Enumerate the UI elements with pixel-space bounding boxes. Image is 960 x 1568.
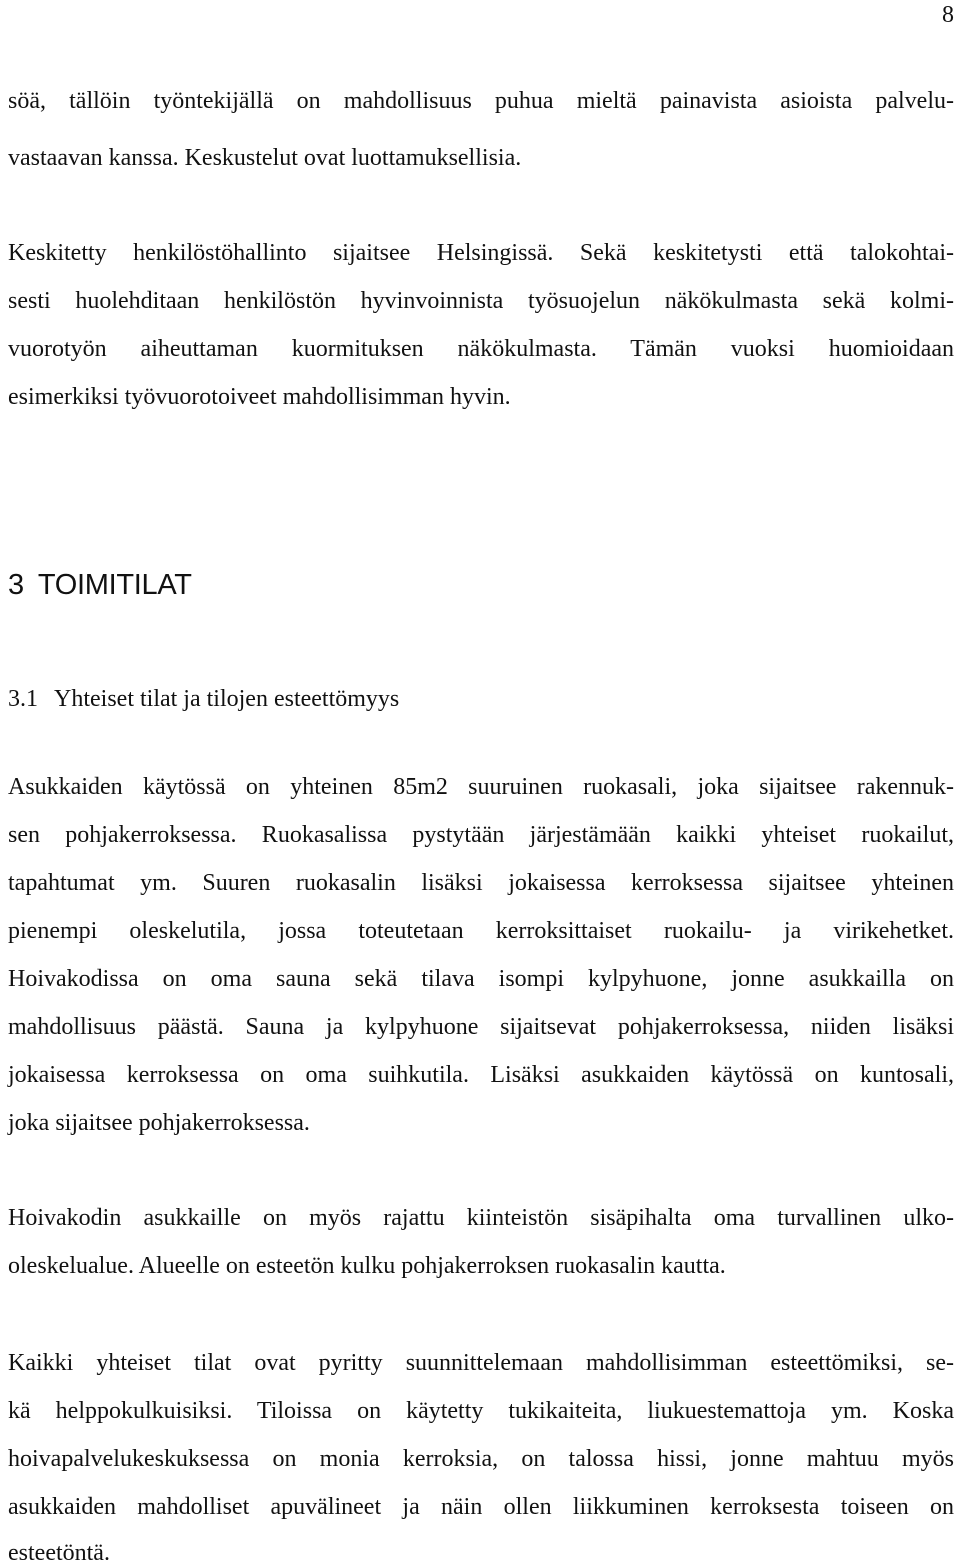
page-number: 8 <box>942 2 954 28</box>
text-line: söä, tällöin työntekijällä on mahdollisuus puhua mieltä painavista asioista palvelu- <box>8 88 954 114</box>
section-number: 3.1 <box>8 686 38 712</box>
text-line: mahdollisuus päästä. Sauna ja kylpyhuone sijaitsevat pohjakerroksessa, niiden lisäksi <box>8 1014 954 1040</box>
text-line: Hoivakodissa on oma sauna sekä tilava isompi kylpyhuone, jonne asukkailla on <box>8 966 954 992</box>
text-line: vastaavan kanssa. Keskustelut ovat luottamuksellisia. <box>8 145 522 171</box>
text-line: asukkaiden mahdolliset apuvälineet ja näin ollen liikkuminen kerroksesta toiseen on <box>8 1494 954 1520</box>
section-heading <box>8 684 399 714</box>
text-line: hoivapalvelukeskuksessa on monia kerroksia, on talossa hissi, jonne mahtuu myös <box>8 1446 954 1472</box>
text-line: Hoivakodin asukkaille on myös rajattu kiinteistön sisäpihalta oma turvallinen ulko- <box>8 1205 954 1231</box>
text-line: sesti huolehditaan henkilöstön hyvinvoinnista työsuojelun näkökulmasta sekä kolmi- <box>8 288 954 314</box>
text-line: Keskitetty henkilöstöhallinto sijaitsee Helsingissä. Sekä keskitetysti että talokohtai- <box>8 240 954 266</box>
text-line: tapahtumat ym. Suuren ruokasalin lisäksi jokaisessa kerroksessa sijaitsee yhteinen <box>8 870 954 896</box>
text-line: kä helppokulkuisiksi. Tiloissa on käytetty tukikaiteita, liukuestemattoja ym. Koska <box>8 1398 954 1424</box>
text-line: Asukkaiden käytössä on yhteinen 85m2 suuruinen ruokasali, joka sijaitsee rakennuk- <box>8 774 954 800</box>
text-line: vuorotyön aiheuttaman kuormituksen näkökulmasta. Tämän vuoksi huomioidaan <box>8 336 954 362</box>
text-line: joka sijaitsee pohjakerroksessa. <box>8 1110 310 1136</box>
chapter-number: 3 <box>8 569 24 601</box>
text-line: esimerkiksi työvuorotoiveet mahdollisimman hyvin. <box>8 384 511 410</box>
section-title: Yhteiset tilat ja tilojen esteettömyys <box>54 686 400 712</box>
chapter-title: TOIMITILAT <box>37 569 192 601</box>
text-line: esteetöntä. <box>8 1540 110 1566</box>
text-line: jokaisessa kerroksessa on oma suihkutila. Lisäksi asukkaiden käytössä on kuntosali, <box>8 1062 954 1088</box>
text-line: sen pohjakerroksessa. Ruokasalissa pystytään järjestämään kaikki yhteiset ruokailut, <box>8 822 954 848</box>
text-line: oleskelualue. Alueelle on esteetön kulku pohjakerroksen ruokasalin kautta. <box>8 1253 726 1279</box>
chapter-heading <box>8 568 192 602</box>
text-line: Kaikki yhteiset tilat ovat pyritty suunnittelemaan mahdollisimman esteettömiksi, se- <box>8 1350 954 1376</box>
text-line: pienempi oleskelutila, jossa toteutetaan kerroksittaiset ruokailu- ja virikehetket. <box>8 918 954 944</box>
